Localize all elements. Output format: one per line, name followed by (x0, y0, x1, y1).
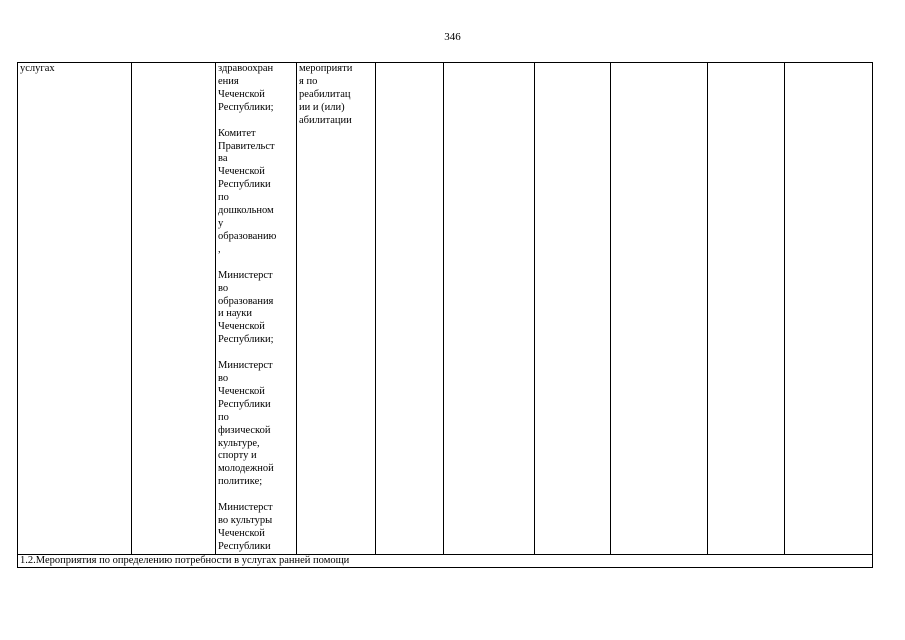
responsible-body-culture-ministry: Министерст во культуры Чеченской Республики (218, 502, 273, 552)
responsible-body-preschool-committee: Комитет Правительст ва Чеченской Республики по дошкольном у образованию , (218, 127, 277, 255)
responsible-body-education-ministry: Министерст во образования и науки Чеченской Республики; (218, 269, 274, 346)
document-table (17, 62, 873, 568)
cell-empty (444, 63, 535, 555)
responsible-body-sport-ministry: Министерст во Чеченской Республики по физической культуре, спорту и молодежной политике; (218, 360, 274, 488)
cell-measures: мероприяти я по реабилитац ии и (или) абилитации (297, 63, 376, 555)
cell-empty (376, 63, 444, 555)
cell-empty (785, 63, 873, 555)
cell-empty (535, 63, 611, 555)
cell-service-name: услугах (18, 63, 132, 555)
cell-empty (708, 63, 785, 555)
table-row (18, 63, 873, 555)
cell-responsible-bodies (216, 63, 297, 555)
section-heading: 1.2.Мероприятия по определению потребности в услугах ранней помощи (18, 554, 873, 567)
page-number: 346 (444, 31, 461, 43)
cell-empty (132, 63, 216, 555)
cell-empty (611, 63, 708, 555)
section-row (18, 554, 873, 567)
responsible-body-health: здравоохран ения Чеченской Республики; (218, 63, 274, 113)
